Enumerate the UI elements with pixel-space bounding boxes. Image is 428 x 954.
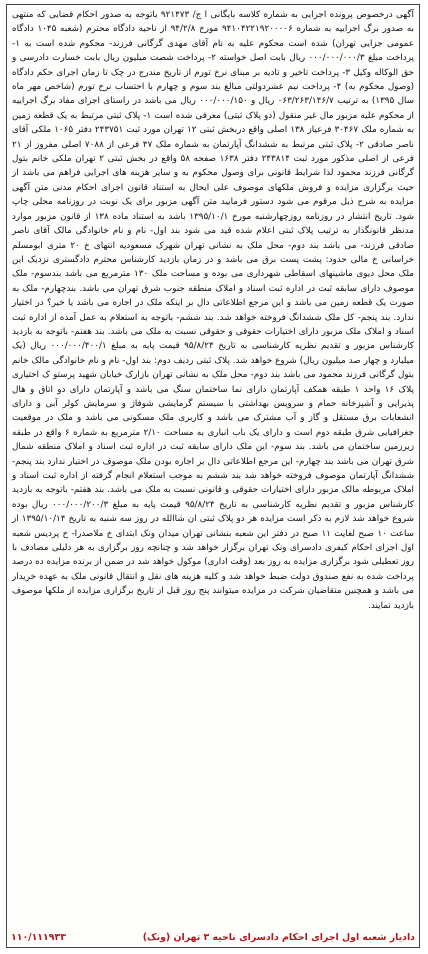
notice-body-text: آگهی درخصوص پرونده اجرایی به شماره کلاسه بایگانی ا ج/ ۹۲۱۴۷۳ باتوجه به صدور احکام قضایی که منتهی به صدور برگ اجراییه به شماره ۹۴۱۰۴۲۲۱۹۲۰۰۰۰۶ مورخ ۹۴/۲/۸ از ناحیه دادگاه محترم (شعبه ۱۰۴۵ دادگاه عمومی جزایی تهران) شده است محکوم علیه به نام آقای مهدی گرگانی فرزند- محکوم شده است به ۱- پرداخت مبلغ ۰۰۰/۰۰۰/۰۰۰/۳ ریال بابت اصل خواسته ۲- پرداخت شصت میلیون ریال بابت خسارت دادرسی و حق الوکاله وکیل ۳- پرداخت تاخیر و تادیه بر مبنای نرخ تورم از تاریخ مندرج در چک تا زمان اجرای حکم دادگاه (وصول محکوم به) ۴- پرداخت نیم عشردولتی مبالغ بند سوم و چهارم با احتساب نرخ تورم (شاخص مهر ماه سال ۱۳۹۵) به ترتیب ۰۶۳/۲۶۳/۱۴۶/۷ ریال و ۰۰۰/۰۰۰/۱۵۰ ریال می باشد در راستای اجرای مفاد برگ اجراییه از محکوم علیه مزبور مال غیر منقول (دو پلاک ثبتی) معرفی شده است ۱- پلاک ثبتی مرتبط به یک قطعه زمین به شماره ملک ۳۰۴۶۷ فرعیاز ۱۳۸ اصلی واقع دربخش ثبتی ۱۲ تهران مورد ثبت ۲۴۳۷۵۱ دفتر ۱۰۶۵ ملکی آقای ناصر صادقی ۲- پلاک ثبتی مرتبط به ششدانگ آپارتمان به شماره ملک ۴۷ فرعی از ۷۰۸۸ اصلی مفروز از ۲۱ فرعی از اصلی مذکور مورد ثبت ۲۴۳۸۱۴ دفتر ۱۶۳۸ صفحه ۵۸ واقع در بخش ثبتی ۲ تهران ملکی خانم بتول گرگانی فرزند محمود لذا شرایط قانونی برای وصول محکوم به و سایر هزینه های اجرایی فراهم می باشد از حیث برگزاری مزایده و فروش ملکهای موصوف علی ایحال به استناد قانون اجرای احکام مدنی متن آگهی مزایده به شرح ذیل مرقوم می شود دستور فرمایید متن آگهی مزبور برای یک نوبت در روزنامه محلی چاپ شود. تاریخ انتشار در روزنامه روزچهارشنبه مورخ ۱۳۹۵/۱۰/۱ باشد به استناد ماده ۱۳۸ از قانون مزبور موارد مدنظر قانونگذار به ترتیب پلاک ثبتی اعلام شده قید می شود بند اول- نام و نام خانوادگی مالک آقای ناصر صادقی فرزند- می باشد بند دوم- محل ملک به نشانی تهران شهرک مسعودیه انتهای خ ۲۰ متری ابومسلم خراسانی خ مالی حدود: پشت پست برق می باشد و در زمان بازدید کارشناس محترم دادگستری نزدیک این ملک محل دیوی ماشینهای اسقاطی شهرداری می بوده و مساحت ملک ۱۳۰ مترمربع می باشد بندسوم- ملک موصوف دارای سابقه ثبت در اداره ثبت اسناد و املاک منطقه جنوب شرق تهران می باشد. بندچهارم- ملک به صورت یک قطعه زمین می باشد و این مرجع اطلاعاتی دال بر اینکه ملک در اجاره می باشد یا خیر؟ در اختیار ندارد. بند پنجم- کل ملک ششدانگ فروخته خواهد شد. بند ششم- باتوجه به استعلام به عمل آمده از اداره ثبت اسناد و املاک ملک مزبور دارای اختیارات حقوقی و حقوقی نسبت به ملک می باشد. بند هفتم- باتوجه به بازدید کارشناس مزبور و تقدیم نظریه کارشناسی به تاریخ ۹۵/۸/۲۴ قیمت پایه به مبلغ ۰۰۰/۰۰۰/۴۰۰/۱ ریال (یک میلیارد و چهار صد میلیون ریال) شروع خواهد شد. پلاک ثبتی ردیف دوم: بند اول- نام و نام خانوادگی مالک خانم بتول گرگانی فرزند محمود می باشد بند دوم- محل ملک به نشانی تهران بازارک خیابان شهید پرستو ک اختیاری پلاک ۱۶ واحد ۱ طبقه همکف آپارتمان دارای نما ساختمان سنگ می باشد و آپارتمان دارای دو اتاق و هال پذیرایی و آشپزخانه حمام و سرویس بهداشتی با سیستم گرمایشی شوفاژ و سرمایش کولر آبی و دارای انشعابات برق مستقل و گاز و آب مشترک می باشد و کاربری ملک مسکونی می باشد و ملک در موقعیت جغرافیایی شرق طبقه دوم است و دارای یک باب انباری به مساحت ۲/۱۰ مترمربع به شماره ۶ واقع در طبقه زیرزمین ساختمان می باشد. بند سوم- این ملک دارای سابقه ثبت در اداره ثبت اسناد و املاک منطقه شمال شرق تهران می باشد بند چهارم- این مرجع اطلاعاتی دال بر اجاره بودن ملک موصوف در اختیار ندارد بند پنجم- ششدانگ آپارتمان موصوف فروخته خواهد شد بند ششم به موجب استعلام انجام گرفته از اداره ثبت اسناد و املاک مربوطه مالک مزبور دارای اختیارات حقوقی و قانونی نسبت به ملک می باشد. بند هفتم- باتوجه به بازدید کارشناس مزبور و تقدیم نظریه کارشناسی به تاریخ ۹۵/۸/۲۴ قیمت پایه به مبلغ ۰۰۰/۰۰۰/۲۰۰/۳ ریال بوده شروع خواهد شد لازم به ذکر است مزایده هر دو پلاک ثبتی ان شاالله در روز سه شنبه به تاریخ ۱۳۹۵/۱۰/۱۴ از ساعت ۱۰ صبح لغایت ۱۱ صبح در دفتر این شعبه بنشانی تهران میدان ونک ابتدای خ ملاصدرا- خ پردیس شعبه اول اجرای احکام کیفری دادسرای ونک تهران برگزار خواهد شد و چنانچه روز برگزاری به هر دلیلی مصادف با روز تعطیلی شود برگزاری مزایده به روز بعد (وقت اداری) موکول خواهد شد در ضمن از برنده مزایده ده درصد پرداخت شده به نفع صندوق دولت ضبط خواهد شد و کلیه هزینه های نقل و انتقال قانونی ملک به عهده خریدار می باشد و همچنین متقاضیان شرکت در مزایده میتوانند پنج روز قبل از تاریخ برگزاری مزایده از ملکها موصوف بازدید نمایند. xyxy=(12,10,415,611)
notice-footer xyxy=(11,929,415,945)
notice-signature: دادیار شعبه اول اجرای احکام دادسرای ناحیه ۳ تهران (ونک) xyxy=(142,931,415,943)
legal-notice xyxy=(6,4,420,948)
notice-code: ۱۱۰/۱۱۱۹۳۳ xyxy=(11,931,66,943)
